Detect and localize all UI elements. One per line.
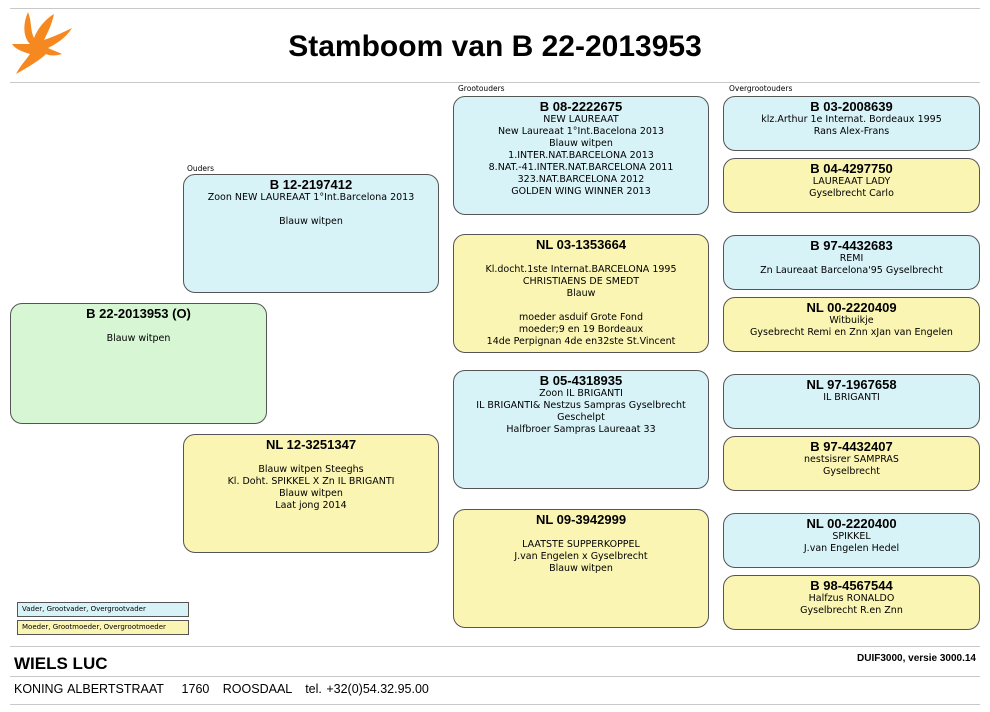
pigeon-info: nestsisrer SAMPRAS Gyselbrecht bbox=[804, 454, 899, 477]
pedigree-card-great-grandparent[interactable] bbox=[723, 575, 980, 630]
top-rule bbox=[10, 8, 980, 9]
ring-number: NL 03-1353664 bbox=[535, 237, 627, 252]
pigeon-info: Kl.docht.1ste Internat.BARCELONA 1995 CHRISTIAENS DE SMEDT Blauw moeder asduif Grote Fond moeder;9 en 19 Bordeaux 14de Perpignan 4de en32ste St.Vincent bbox=[485, 264, 677, 347]
pigeon-info: NEW LAUREAAT New Laureaat 1°Int.Bacelona 2013 Blauw witpen 1.INTER.NAT.BARCELONA 2013 8.NAT.-41.INTER.NAT.BARCELONA 2011 323.NAT.BARCELONA 2012 GOLDEN WING WINNER 2013 bbox=[488, 114, 674, 197]
owner-name: WIELS LUC bbox=[14, 654, 108, 673]
section-label-great-grandparents: Overgrootouders bbox=[729, 84, 793, 93]
pedigree-card-great-grandparent[interactable] bbox=[723, 158, 980, 213]
pigeon-info: LAUREAAT LADY Gyselbrecht Carlo bbox=[809, 176, 894, 199]
pedigree-card-great-grandparent[interactable] bbox=[723, 513, 980, 568]
pigeon-info: Blauw witpen Steeghs Kl. Doht. SPIKKEL X Zn IL BRIGANTI Blauw witpen Laat jong 2014 bbox=[227, 464, 395, 511]
header-rule bbox=[10, 82, 980, 83]
pedigree-card-great-grandparent[interactable] bbox=[723, 96, 980, 151]
ring-number: B 03-2008639 bbox=[810, 99, 893, 114]
ring-number: B 97-4432407 bbox=[810, 439, 893, 454]
page-title: Stamboom van B 22-2013953 bbox=[288, 30, 702, 63]
footer-rule-bottom bbox=[10, 704, 980, 705]
pedigree-card-grandfather-maternal[interactable] bbox=[453, 370, 709, 489]
ring-number: NL 97-1967658 bbox=[806, 377, 897, 392]
legend-male: Vader, Grootvader, Overgrootvader bbox=[17, 602, 189, 617]
software-version: DUIF3000, versie 3000.14 bbox=[857, 653, 976, 664]
ring-number: B 98-4567544 bbox=[810, 578, 893, 593]
pigeon-info: Blauw witpen bbox=[106, 333, 171, 344]
pigeon-info: klz.Arthur 1e Internat. Bordeaux 1995 Rans Alex-Frans bbox=[761, 114, 942, 137]
pedigree-card-great-grandparent[interactable] bbox=[723, 436, 980, 491]
ring-number: B 22-2013953 (O) bbox=[86, 306, 191, 321]
pigeon-info: IL BRIGANTI bbox=[823, 392, 880, 403]
ring-number: B 12-2197412 bbox=[269, 177, 353, 192]
pedigree-card-great-grandparent[interactable] bbox=[723, 235, 980, 290]
pedigree-card-grandmother-paternal[interactable] bbox=[453, 234, 709, 353]
pedigree-card-great-grandparent[interactable] bbox=[723, 374, 980, 429]
ring-number: B 04-4297750 bbox=[810, 161, 893, 176]
pigeon-info: Zoon NEW LAUREAAT 1°Int.Barcelona 2013 Blauw witpen bbox=[207, 192, 415, 227]
ring-number: B 05-4318935 bbox=[539, 373, 623, 388]
pedigree-card-mother[interactable] bbox=[183, 434, 439, 553]
pedigree-card-father[interactable] bbox=[183, 174, 439, 293]
ring-number: B 97-4432683 bbox=[810, 238, 893, 253]
footer-rule-top bbox=[10, 646, 980, 647]
ring-number: NL 00-2220400 bbox=[806, 516, 897, 531]
ring-number: NL 00-2220409 bbox=[806, 300, 897, 315]
section-label-grandparents: Grootouders bbox=[458, 84, 505, 93]
pedigree-card-grandmother-maternal[interactable] bbox=[453, 509, 709, 628]
footer-rule-middle bbox=[10, 676, 980, 677]
ring-number: NL 09-3942999 bbox=[535, 512, 627, 527]
pigeon-info: Halfzus RONALDO Gyselbrecht R.en Znn bbox=[800, 593, 903, 616]
ring-number: B 08-2222675 bbox=[539, 99, 623, 114]
pigeon-info: SPIKKEL J.van Engelen Hedel bbox=[803, 531, 900, 554]
pigeon-info: REMI Zn Laureaat Barcelona'95 Gyselbrecht bbox=[760, 253, 943, 276]
legend-female: Moeder, Grootmoeder, Overgrootmoeder bbox=[17, 620, 189, 635]
owner-address: KONING ALBERTSTRAAT 1760 ROOSDAAL tel. +32(0)54.32.95.00 bbox=[14, 682, 429, 696]
pedigree-card-grandfather-paternal[interactable] bbox=[453, 96, 709, 215]
pigeon-info: Zoon IL BRIGANTI IL BRIGANTI& Nestzus Sampras Gyselbrecht Geschelpt Halfbroer Sampras Laureaat 33 bbox=[476, 388, 686, 435]
pedigree-card-great-grandparent[interactable] bbox=[723, 297, 980, 352]
ring-number: NL 12-3251347 bbox=[265, 437, 357, 452]
pedigree-card-subject[interactable] bbox=[10, 303, 267, 424]
pigeon-info: LAATSTE SUPPERKOPPEL J.van Engelen x Gyselbrecht Blauw witpen bbox=[514, 539, 648, 574]
section-label-parents: Ouders bbox=[187, 164, 215, 173]
pigeon-info: Witbuikje Gysebrecht Remi en Znn xJan van Engelen bbox=[750, 315, 953, 338]
